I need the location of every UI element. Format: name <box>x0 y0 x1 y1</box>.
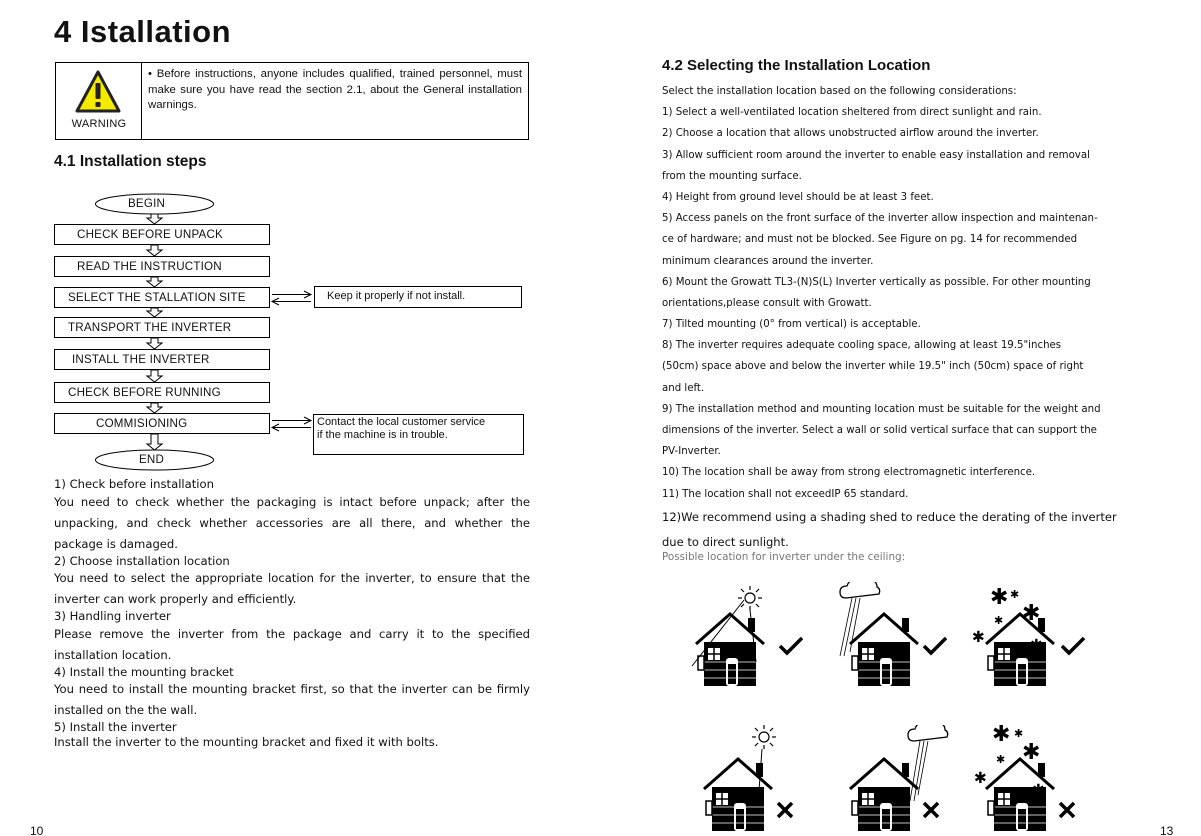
consideration-line: orientations,please consult with Growatt. <box>662 297 872 309</box>
step-heading: 1) Check before installation <box>54 477 214 491</box>
flow-begin-label: BEGIN <box>128 197 166 210</box>
illustration-rain-bad <box>836 725 956 835</box>
page-number-left: 10 <box>30 824 44 836</box>
cross-mark-icon <box>1060 803 1074 817</box>
flow-side-arrows <box>272 291 311 431</box>
step-heading: 5) Install the inverter <box>54 720 177 734</box>
flow-step-2: READ THE INSTRUCTION <box>77 260 222 273</box>
consideration-line: 5) Access panels on the front surface of the inverter allow inspection and maintenan- <box>662 213 1098 225</box>
warning-box <box>55 62 529 140</box>
consideration-line: 10) The location shall be away from strong electromagnetic interference. <box>662 467 1036 479</box>
flow-note-comm-line2: if the machine is in trouble. <box>317 429 448 441</box>
section-title-location: 4.2 Selecting the Installation Location <box>662 57 931 74</box>
warning-text: • Before instructions, anyone includes qualified, trained personnel, must make sure you have read the section 2.1, about the General installation warnings. <box>148 68 522 111</box>
consideration-line: 8) The inverter requires adequate cooling space, allowing at least 19.5"inches <box>662 340 1062 352</box>
rain-cloud-icon <box>908 725 948 741</box>
step-heading: 3) Handling inverter <box>54 609 171 623</box>
consideration-line: 2) Choose a location that allows unobstructed airflow around the inverter. <box>662 128 1039 140</box>
location-considerations <box>662 81 1142 555</box>
step-body: Install the inverter to the mounting bracket and fixed it with bolts. <box>54 734 439 749</box>
chapter-title: 4 Istallation <box>54 14 232 49</box>
consideration-line: and left. <box>662 382 705 394</box>
flow-step-3: SELECT THE STALLATION SITE <box>68 291 246 304</box>
illustration-sun-ok <box>688 582 808 692</box>
consideration-line: 9) The installation method and mounting location must be suitable for the weight and <box>662 403 1101 415</box>
step-body: You need to select the appropriate location for the inverter, to ensure that the inverter can work properly and efficiently. <box>54 571 530 606</box>
consideration-line: due to direct sunlight. <box>662 534 789 549</box>
consideration-line: dimensions of the inverter. Select a wall or solid vertical surface that can support the <box>662 425 1097 436</box>
step-heading: 2) Choose installation location <box>54 553 230 568</box>
section-title-installation-steps: 4.1 Installation steps <box>54 153 207 170</box>
step-heading: 4) Install the mounting bracket <box>54 664 234 679</box>
consideration-line: Select the installation location based on the following considerations: <box>662 86 1017 97</box>
flow-step-4: TRANSPORT THE INVERTER <box>68 321 232 334</box>
warning-triangle-icon <box>74 69 122 115</box>
illustration-rain-ok <box>830 582 950 692</box>
consideration-line: ce of hardware; and must not be blocked. See Figure on pg. 14 for recommended <box>662 234 1078 246</box>
consideration-line: 4) Height from ground level should be at least 3 feet. <box>662 191 934 203</box>
sun-icon <box>752 725 776 749</box>
installation-steps-text <box>54 478 530 749</box>
consideration-line: minimum clearances around the inverter. <box>662 255 874 267</box>
consideration-line: 7) Tilted mounting (0° from vertical) is acceptable. <box>662 319 921 331</box>
consideration-line: (50cm) space above and below the inverter while 19.5" inch (50cm) space of right <box>662 361 1084 373</box>
warning-icon-cell <box>56 63 142 139</box>
illustration-caption: Possible location for inverter under the ceiling: <box>662 551 906 563</box>
rain-cloud-icon <box>840 582 880 598</box>
sun-icon <box>738 586 762 610</box>
step-body: You need to install the mounting bracket first, so that the inverter can be firmly installed on the the wall. <box>54 682 530 717</box>
consideration-line: PV-Inverter. <box>662 446 721 458</box>
step-body: You need to check whether the packaging is intact before unpack; after the unpacking, and check whether accessories are all there, and whether the package is damaged. <box>54 494 530 551</box>
flow-note-comm-line1: Contact the local customer service <box>317 416 486 428</box>
consideration-line: 11) The location shall not exceedIP 65 standard. <box>662 488 909 500</box>
check-mark-icon <box>924 638 946 653</box>
consideration-line: 6) Mount the Growatt TL3-(N)S(L) Inverter vertically as possible. For other mounting <box>662 276 1091 288</box>
consideration-line: 1) Select a well-ventilated location sheltered from direct sunlight and rain. <box>662 107 1042 119</box>
step-body: Please remove the inverter from the package and carry it to the specified installation location. <box>54 626 530 662</box>
flow-step-7: COMMISIONING <box>96 417 188 430</box>
consideration-line: 12)We recommend using a shading shed to reduce the derating of the inverter <box>662 509 1117 524</box>
consideration-line: from the mounting surface. <box>662 170 802 182</box>
consideration-line: 3) Allow sufficient room around the inverter to enable easy installation and removal <box>662 149 1090 161</box>
illustration-sun-bad <box>688 725 808 835</box>
check-mark-icon <box>780 638 802 653</box>
illustration-snow-bad <box>970 725 1090 835</box>
flow-step-1: CHECK BEFORE UNPACK <box>77 228 223 241</box>
warning-label: WARNING <box>71 118 127 130</box>
flow-note-site: Keep it properly if not install. <box>327 290 466 302</box>
illustration-snow-ok <box>970 582 1090 692</box>
cross-mark-icon <box>778 803 792 817</box>
flow-step-5: INSTALL THE INVERTER <box>72 353 210 366</box>
flow-step-6: CHECK BEFORE RUNNING <box>68 386 221 399</box>
page-number-right: 13 <box>1160 824 1174 836</box>
flow-end-label: END <box>139 453 165 466</box>
cross-mark-icon <box>924 803 938 817</box>
check-mark-icon <box>1062 638 1084 653</box>
